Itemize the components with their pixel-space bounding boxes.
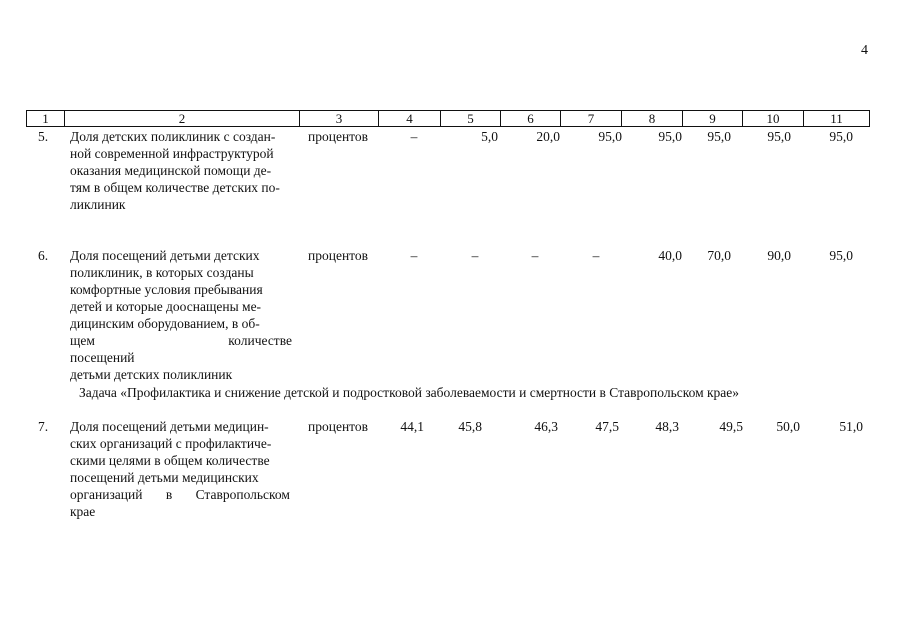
value-col-7: 47,5 xyxy=(595,419,619,434)
row-unit: процентов xyxy=(308,248,369,263)
value-col-5: 45,8 xyxy=(458,419,482,434)
header-col-9: 9 xyxy=(683,111,743,126)
description-line: Доля детских поликлиник с создан- xyxy=(70,129,276,144)
value-col-10: 50,0 xyxy=(776,419,800,434)
row-description xyxy=(70,247,292,383)
value-col-6: – xyxy=(531,248,539,263)
description-line: Доля посещений детьми медицин- xyxy=(70,419,269,434)
value-col-11: 95,0 xyxy=(829,248,853,263)
description-line: ликлиник xyxy=(70,197,126,212)
description-line: тям в общем количестве детских по- xyxy=(70,180,280,195)
value-col-4: 44,1 xyxy=(400,419,424,434)
value-col-9: 70,0 xyxy=(707,248,731,263)
value-col-6: 20,0 xyxy=(536,129,560,144)
header-col-1: 1 xyxy=(27,111,65,126)
value-col-8: 40,0 xyxy=(658,248,682,263)
value-col-10: 90,0 xyxy=(767,248,791,263)
row-number: 6. xyxy=(38,248,49,263)
row-description xyxy=(70,128,292,213)
description-line: оказания медицинской помощи де- xyxy=(70,163,272,178)
header-col-2: 2 xyxy=(65,111,300,126)
value-col-6: 46,3 xyxy=(534,419,558,434)
description-line: дицинским оборудованием, в об- xyxy=(70,316,260,331)
description-line: щем количестве посещений xyxy=(70,333,292,365)
row-number: 5. xyxy=(38,129,49,144)
table-header xyxy=(26,110,870,127)
value-col-10: 95,0 xyxy=(767,129,791,144)
header-col-10: 10 xyxy=(743,111,804,126)
description-line: посещений детьми медицинских xyxy=(70,470,259,485)
header-col-4: 4 xyxy=(379,111,441,126)
value-col-9: 95,0 xyxy=(707,129,731,144)
row-unit: процентов xyxy=(308,419,369,434)
header-col-11: 11 xyxy=(830,111,843,126)
value-col-5: – xyxy=(471,248,479,263)
header-col-7: 7 xyxy=(561,111,622,126)
description-line: скими целями в общем количестве xyxy=(70,453,270,468)
value-col-11: 95,0 xyxy=(829,129,853,144)
header-col-3: 3 xyxy=(300,111,379,126)
description-line: детей и которые дооснащены ме- xyxy=(70,299,262,314)
row-unit: процентов xyxy=(308,129,369,144)
description-line: ной современной инфраструктурой xyxy=(70,146,274,161)
description-line: ских организаций с профилактиче- xyxy=(70,436,272,451)
value-col-8: 48,3 xyxy=(655,419,679,434)
value-col-5: 5,0 xyxy=(481,129,498,144)
value-col-8: 95,0 xyxy=(658,129,682,144)
description-line: комфортные условия пребывания xyxy=(70,282,263,297)
value-col-9: 49,5 xyxy=(719,419,743,434)
value-col-7: – xyxy=(592,248,600,263)
task-heading: Задача «Профилактика и снижение детской и подростковой заболеваемости и смертности в Ставропольском крае» xyxy=(79,385,740,400)
header-col-8: 8 xyxy=(622,111,683,126)
description-line: организаций в Ставропольском xyxy=(70,487,290,502)
description-line: Доля посещений детьми детских xyxy=(70,248,260,263)
row-description xyxy=(70,418,292,520)
row-number: 7. xyxy=(38,419,49,434)
header-col-6: 6 xyxy=(501,111,561,126)
description-line: крае xyxy=(70,504,96,519)
page-number: 4 xyxy=(861,43,868,58)
value-col-4: – xyxy=(410,248,418,263)
value-col-4: – xyxy=(410,129,418,144)
description-line: поликлиник, в которых созданы xyxy=(70,265,254,280)
value-col-11: 51,0 xyxy=(839,419,863,434)
description-line: детьми детских поликлиник xyxy=(70,367,233,382)
header-col-5: 5 xyxy=(441,111,501,126)
value-col-7: 95,0 xyxy=(598,129,622,144)
